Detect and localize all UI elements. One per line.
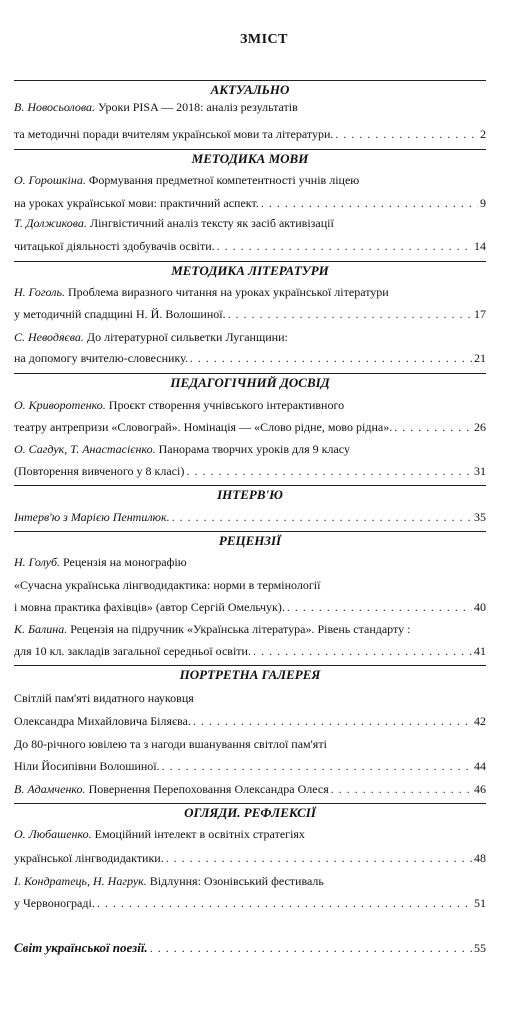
toc-entry-line[interactable] — [14, 554, 486, 570]
toc-entry-line[interactable] — [14, 895, 486, 911]
entry-author: О. Криворотенко. — [14, 398, 106, 412]
entry-author: О. Горошкіна. — [14, 173, 86, 187]
entry-title: Рецензія на монографію — [63, 555, 187, 569]
section-heading: ПЕДАГОГІЧНИЙ ДОСВІД — [170, 375, 330, 390]
entry-author: О. Сагдук, Т. Анастасієнко. — [14, 442, 156, 456]
section-rule — [14, 665, 486, 666]
dot-leader — [186, 463, 472, 479]
toc-entry-line[interactable] — [14, 99, 486, 115]
page-number: 35 — [474, 510, 486, 524]
entry-title: Олександра Михайловича Біляєва. — [14, 714, 191, 728]
section-rule — [14, 261, 486, 262]
toc-entry-line[interactable] — [14, 781, 486, 797]
entry-author: В. Новосьолова. — [14, 100, 96, 114]
page-number: 14 — [474, 239, 486, 253]
entry-title: на уроках української мови: практичний аспект. — [14, 196, 259, 210]
page-number: 2 — [480, 127, 486, 141]
section-rule — [14, 80, 486, 81]
entry-title: Уроки PISA — 2018: аналіз результатів — [98, 100, 298, 114]
page-number: 55 — [474, 941, 486, 955]
entry-title: Рецензія на підручник «Українська література». Рівень стандарту : — [70, 622, 411, 636]
section-heading: ІНТЕРВ'Ю — [217, 487, 283, 502]
dot-leader — [228, 306, 472, 322]
entry-title: Лінгвістичний аналіз тексту як засіб активізації — [89, 216, 334, 230]
dot-leader — [193, 713, 472, 729]
page-number: 48 — [474, 851, 486, 865]
entry-author: С. Неводяєва. — [14, 330, 84, 344]
entry-author: Т. Должикова. — [14, 216, 87, 230]
dot-leader — [261, 195, 478, 211]
page-number: 9 — [480, 196, 486, 210]
toc-entry-line[interactable] — [14, 736, 486, 752]
page-number: 41 — [474, 644, 486, 658]
toc-entry-line[interactable] — [14, 850, 486, 866]
toc-entry-line[interactable] — [14, 599, 486, 615]
entry-title: Проблема виразного читання на уроках української літератури — [67, 285, 389, 299]
page-title: ЗМІСТ — [240, 32, 288, 47]
toc-entry-line[interactable] — [14, 577, 486, 593]
entry-title: Емоційний інтелект в освітніх стратегіях — [94, 827, 305, 841]
dot-leader — [162, 758, 472, 774]
entry-author: Інтерв'ю з Марією Пентилюк. — [14, 510, 170, 524]
entry-title: «Сучасна українська лінгводидактика: норми в термінології — [14, 578, 321, 592]
entry-title: Формування предметної компетентності учнів ліцею — [88, 173, 360, 187]
toc-entry-line[interactable] — [14, 215, 486, 231]
toc-entry-line[interactable] — [14, 940, 486, 956]
section-rule — [14, 803, 486, 804]
toc-entry-line[interactable] — [14, 284, 486, 300]
dot-leader — [394, 419, 472, 435]
page-number: 26 — [474, 420, 486, 434]
page-number: 46 — [474, 782, 486, 796]
dot-leader — [150, 940, 472, 956]
page-number: 51 — [474, 896, 486, 910]
toc-entry-line[interactable] — [14, 441, 486, 457]
entry-title: Ніли Йосипівни Волошиної. — [14, 759, 160, 773]
toc-entry-line[interactable] — [14, 758, 486, 774]
toc-entry-line[interactable] — [14, 873, 486, 889]
dot-leader — [217, 238, 472, 254]
section-rule — [14, 373, 486, 374]
toc-entry-line[interactable] — [14, 126, 486, 142]
entry-title: Світ української поезії. — [14, 940, 148, 955]
entry-title: Відлуння: Озонівський фестиваль — [149, 874, 324, 888]
page-number: 17 — [474, 307, 486, 321]
section-heading: ПОРТРЕТНА ГАЛЕРЕЯ — [179, 667, 321, 682]
entry-title: у методичній спадщині Н. Й. Волошиної. — [14, 307, 226, 321]
section-heading: АКТУАЛЬНО — [210, 82, 290, 97]
entry-title: (Повторення вивченого у 8 класі) — [14, 464, 185, 478]
section-heading: РЕЦЕНЗІЇ — [218, 533, 282, 548]
entry-author: Н. Гоголь. — [14, 285, 65, 299]
toc-entry-line[interactable] — [14, 238, 486, 254]
page-number: 40 — [474, 600, 486, 614]
entry-title: на допомогу вчителю-словеснику. — [14, 351, 188, 365]
section-heading: ОГЛЯДИ. РЕФЛЕКСІЇ — [184, 805, 316, 820]
dot-leader — [253, 643, 472, 659]
toc-entry-line[interactable] — [14, 306, 486, 322]
section-rule — [14, 485, 486, 486]
toc-entry-line[interactable] — [14, 621, 486, 637]
dot-leader — [287, 599, 472, 615]
page-number: 31 — [474, 464, 486, 478]
section-heading: МЕТОДИКА МОВИ — [191, 151, 309, 166]
toc-entry-line[interactable] — [14, 690, 486, 706]
entry-title: театру антрепризи «Словограй». Номінація — «Слово рідне, мово рідна». — [14, 420, 393, 434]
entry-title: Проєкт створення учнівського інтерактивного — [108, 398, 345, 412]
toc-entry-line[interactable] — [14, 397, 486, 413]
section-heading: МЕТОДИКА ЛІТЕРАТУРИ — [171, 263, 329, 278]
entry-title: Повернення Перепоховання Олександра Олеся — [88, 782, 329, 796]
entry-title: і мовна практика фахівців» (автор Сергій Омельчук). — [14, 600, 285, 614]
page-number: 44 — [474, 759, 486, 773]
dot-leader — [172, 509, 472, 525]
toc-entry-line[interactable] — [14, 350, 486, 366]
entry-title: для 10 кл. закладів загальної середньої освіти. — [14, 644, 251, 658]
toc-entry-line[interactable] — [14, 826, 486, 842]
toc-entry-line[interactable] — [14, 172, 486, 188]
section-rule — [14, 149, 486, 150]
toc-entry-line[interactable] — [14, 509, 486, 525]
dot-leader — [335, 126, 478, 142]
toc-entry-line[interactable] — [14, 419, 486, 435]
entry-title: До літературної сильветки Луганщини: — [86, 330, 288, 344]
toc-entry-line[interactable] — [14, 643, 486, 659]
toc-entry-line[interactable] — [14, 329, 486, 345]
toc-entry-line[interactable] — [14, 463, 486, 479]
entry-title: До 80-річного ювілею та з нагоди вшанування світлої пам'яті — [14, 737, 327, 751]
dot-leader — [166, 850, 472, 866]
entry-title: Панорама творчих уроків для 9 класу — [158, 442, 350, 456]
dot-leader — [190, 350, 472, 366]
page-number: 42 — [474, 714, 486, 728]
entry-author: В. Адамченко. — [14, 782, 86, 796]
entry-title: читацької діяльності здобувачів освіти. — [14, 239, 215, 253]
dot-leader — [97, 895, 472, 911]
entry-title: та методичні поради вчителям української мови та літератури. — [14, 127, 334, 141]
toc-entry-line[interactable] — [14, 713, 486, 729]
dot-leader — [331, 781, 472, 797]
toc-entry-line[interactable] — [14, 195, 486, 211]
entry-author: Н. Голуб. — [14, 555, 61, 569]
entry-author: І. Кондратець, Н. Нагрук. — [14, 874, 147, 888]
entry-author: О. Любашенко. — [14, 827, 92, 841]
entry-author: К. Балина. — [14, 622, 68, 636]
section-rule — [14, 531, 486, 532]
entry-title: Світлій пам'яті видатного науковця — [14, 691, 194, 705]
page-number: 21 — [474, 351, 486, 365]
entry-title: української лінгводидактики. — [14, 851, 164, 865]
entry-title: у Червонограді. — [14, 896, 95, 910]
